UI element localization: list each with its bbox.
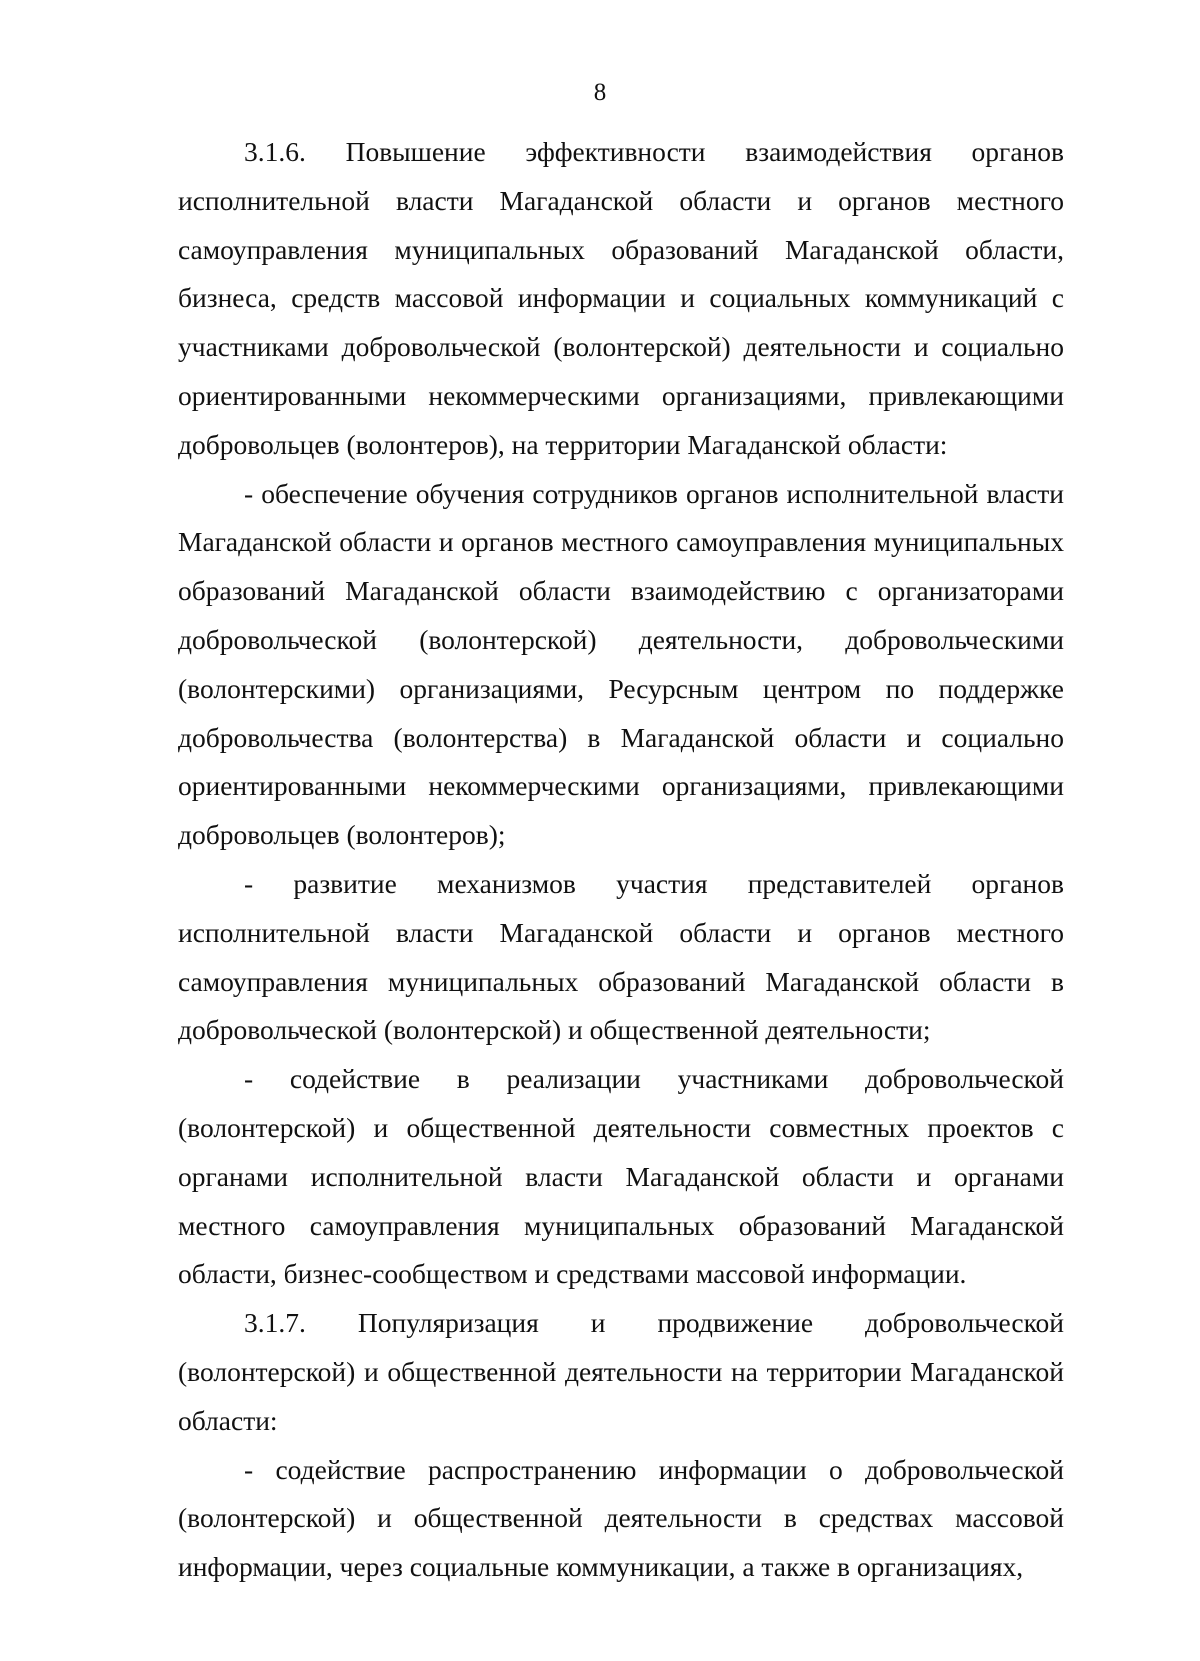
paragraph-bullet-training: - обеспечение обучения сотрудников органов исполнительной власти Магаданской области и органов местного самоуправления муниципальных образований Магаданской области взаимодействию с организаторами добровольческой (волонтерской) деятельности, добровольческими (волонтерскими) организациями, Ресурсным центром по поддержке добровольчества (волонтерства) в Магаданской области и социально ориентированными некоммерческими организациями, привлекающими добровольцев (волонтеров); <box>178 477 1064 851</box>
paragraph-3-1-7: 3.1.7. Популяризация и продвижение добровольческой (волонтерской) и общественной деятельности на территории Магаданской области: <box>178 1307 1064 1436</box>
paragraph-bullet-joint-projects: - содействие в реализации участниками добровольческой (волонтерской) и общественной деятельности совместных проектов с органами исполнительной власти Магаданской области и органами местного самоуправления муниципальных образований Магаданской области, бизнес-сообществом и средствами массовой информации. <box>178 1063 1064 1290</box>
page-number: 8 <box>593 79 607 106</box>
paragraph-3-1-6: 3.1.6. Повышение эффективности взаимодействия органов исполнительной власти Магаданской области и органов местного самоуправления муниципальных образований Магаданской области, бизнеса, средств массовой информации и социальных коммуникаций с участниками добровольческой (волонтерской) деятельности и социально ориентированными некоммерческими организациями, привлекающими добровольцев (волонтеров), на территории Магаданской области: <box>178 136 1064 460</box>
document-body <box>178 128 1064 1592</box>
paragraph-bullet-information: - содействие распространению информации о добровольческой (волонтерской) и общественной деятельности в средствах массовой информации, через социальные коммуникации, а также в организациях, <box>178 1453 1064 1583</box>
paragraph-bullet-participation: - развитие механизмов участия представителей органов исполнительной власти Магаданской области и органов местного самоуправления муниципальных образований Магаданской области в добровольческой (волонтерской) и общественной деятельности; <box>178 867 1064 1046</box>
